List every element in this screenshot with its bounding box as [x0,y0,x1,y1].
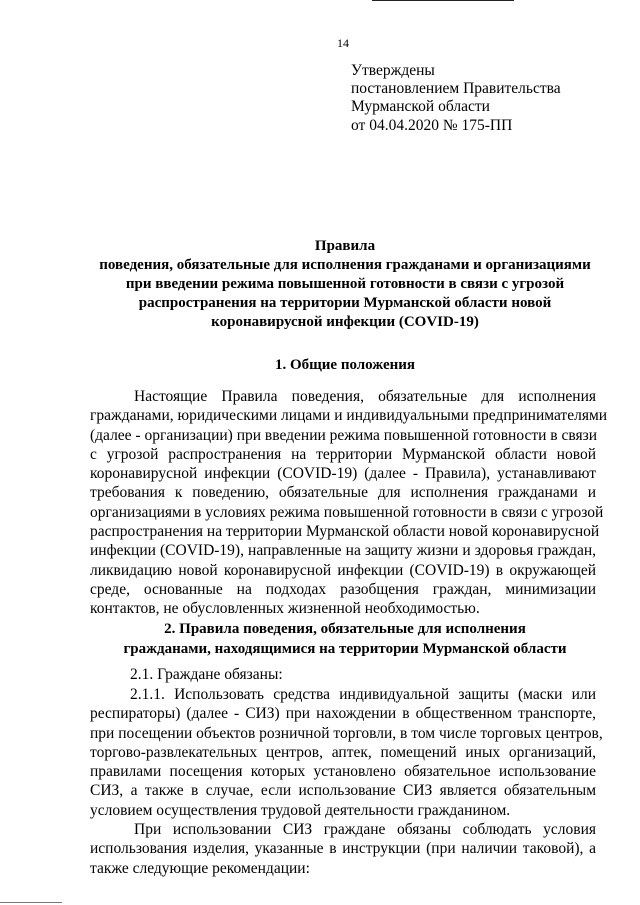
paragraph-line: гражданами, юридическими лицами и индивидуальными предпринимателями [90,407,608,425]
paragraph-line: использования изделия, указанные в инструкции (при наличии таковой), а [90,840,596,858]
top-rule [372,0,514,1]
paragraph-line: коронавирусной инфекции (COVID-19) (далее - Правила), устанавливают [90,465,596,483]
approval-stamp [351,62,621,135]
section-2-heading-line: 2. Правила поведения, обязательные для исполнения [164,621,526,637]
paragraph-line: СИЗ, а также в случае, если использование СИЗ является обязательным [90,782,596,800]
paragraph-line: требования к поведению, обязательные для исполнения гражданами и [90,484,596,502]
paragraph-line: также следующие рекомендации: [90,859,310,877]
approval-line: Утверждены [351,62,435,79]
title-line: распространения на территории Мурманской области новой [138,295,552,311]
bottom-rule [0,902,62,903]
title-line: при введении режима повышенной готовности в связи с угрозой [125,276,565,292]
paragraph-line: при посещении объектов розничной торговли, в том числе торговых центров, [90,724,603,742]
section-1-heading-text: 1. Общие положения [274,357,416,373]
item-2-1-1-paragraph [90,685,603,820]
item-2-1 [90,665,596,684]
approval-line: постановлением Правительства [351,80,561,98]
siz-use-paragraph [90,820,596,878]
paragraph-line: контактов, не обусловленных жизненной необходимостью. [90,600,480,618]
paragraph-line: среде, основанные на подходах разобщения граждан, минимизации [90,580,596,598]
item-2-1-text: 2.1. Граждане обязаны: [130,666,283,683]
paragraph-line: с угрозой распространения на территории Мурманской области новой [90,445,596,463]
paragraph-line: 2.1.1. Использовать средства индивидуальной защиты (маски или [130,686,596,703]
section-1-paragraph [90,387,608,619]
paragraph-line: инфекции (COVID-19), направленные на защиту жизни и здоровья граждан, [90,542,596,560]
paragraph-line: Настоящие Правила поведения, обязательные для исполнения [134,388,596,405]
approval-line: Мурманской области [351,98,490,116]
paragraph-line: распространения на территории Мурманской области новой коронавирусной [90,523,600,541]
section-1-heading [80,356,610,375]
paragraph-line: условием осуществления трудовой деятельности гражданином. [90,801,511,819]
paragraph-line: При использовании СИЗ граждане обязаны соблюдать условия [134,821,596,838]
paragraph-line: торгово-развлекательных центров, аптек, помещений иных организаций, [90,743,596,761]
paragraph-line: (далее - организации) при введении режима повышенной готовности в связи [90,426,598,444]
paragraph-line: правилами посещения которых установлено обязательное использование [90,763,596,781]
title-line: Правила [314,238,376,254]
document-title [80,237,610,332]
paragraph-line: респираторы) (далее - СИЗ) при нахождении в общественном транспорте, [90,705,596,723]
paragraph-line: организациями в условиях режима повышенной готовности в связи с угрозой [90,503,604,521]
section-2-heading [80,620,610,659]
title-line: поведения, обязательные для исполнения гражданами и организациями [99,257,591,273]
page-number: 14 [337,36,349,50]
section-2-heading-line: гражданами, находящимися на территории Мурманской области [123,640,567,657]
title-line: коронавирусной инфекции (COVID-19) [211,314,479,330]
paragraph-line: ликвидацию новой коронавирусной инфекции (COVID-19) в окружающей [90,561,596,579]
approval-line: от 04.04.2020 № 175-ПП [351,116,513,134]
